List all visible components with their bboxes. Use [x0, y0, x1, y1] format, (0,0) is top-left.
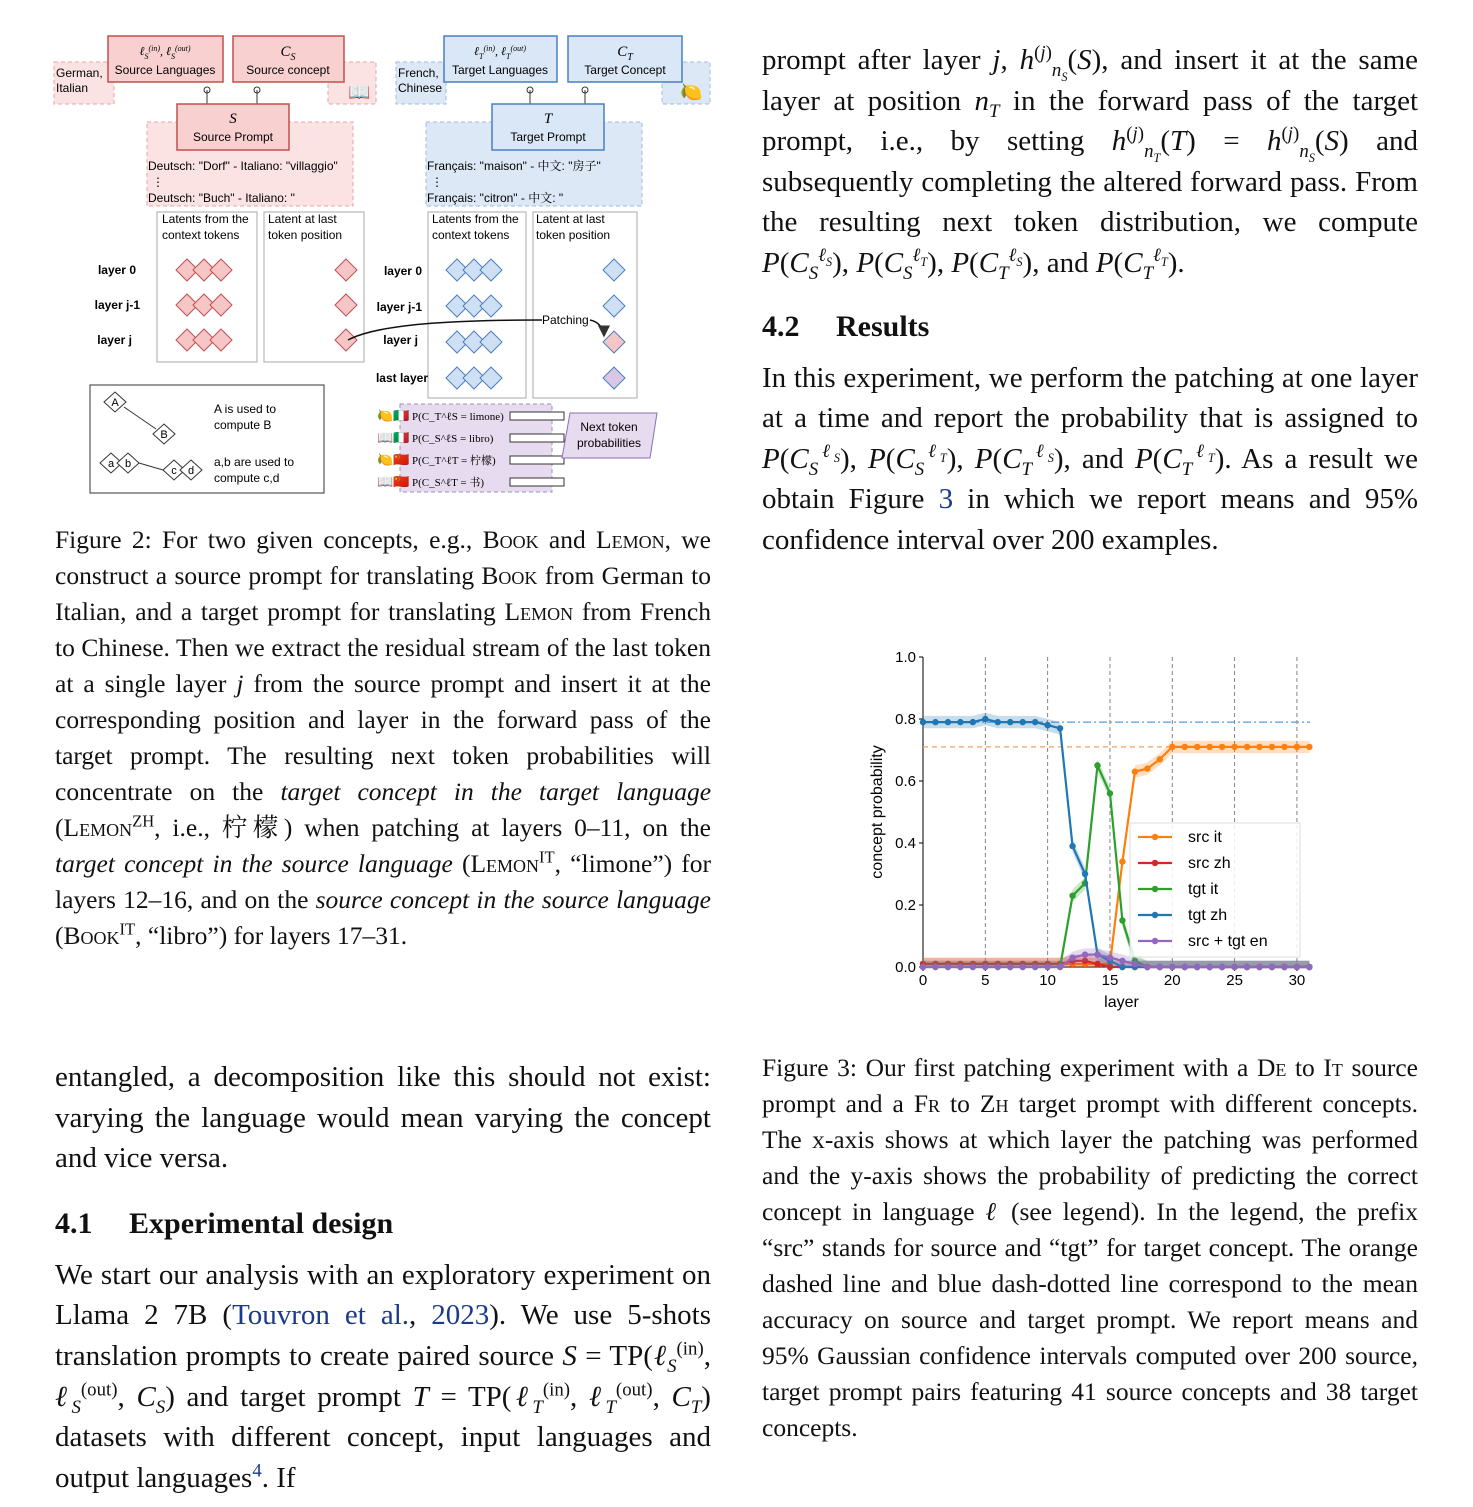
data-point — [1294, 964, 1300, 970]
data-point — [1169, 744, 1175, 750]
left-paragraph-1: entangled, a decomposition like this should not exist: varying the language would mean varying the concept and vice versa. — [55, 1061, 711, 1175]
latent-node — [210, 259, 232, 281]
legend-node-c4: d — [187, 465, 195, 477]
data-point — [1182, 744, 1188, 750]
src-layer-0: layer 0 — [97, 263, 136, 277]
legend-label: src + tgt en — [1188, 933, 1268, 950]
data-point — [957, 719, 963, 725]
src-latent-last-2: token position — [268, 228, 343, 242]
data-point — [1032, 719, 1038, 725]
x-axis-label: layer — [1104, 994, 1139, 1011]
legend-marker — [1152, 886, 1158, 892]
data-point — [1194, 744, 1200, 750]
tgt-layer-jm1: layer j-1 — [376, 300, 422, 314]
y-axis-label: concept probability — [869, 745, 886, 879]
data-point — [1132, 961, 1138, 967]
data-point — [1281, 744, 1287, 750]
latent-node — [480, 331, 502, 353]
tgt-lang-note-1: French, — [398, 66, 439, 80]
latent-node — [603, 367, 625, 389]
source-languages-label: Source Languages — [114, 63, 216, 77]
data-point — [1169, 964, 1175, 970]
data-point — [1069, 843, 1075, 849]
data-point — [1057, 964, 1063, 970]
src-layer-jm1: layer j-1 — [94, 298, 140, 312]
latent-node — [480, 259, 502, 281]
target-prompt-line-1: Français: "maison" - 中文: "房子" — [427, 159, 601, 173]
data-point — [932, 719, 938, 725]
svg-text:⋮: ⋮ — [152, 175, 164, 189]
data-point — [1094, 951, 1100, 957]
latent-node — [603, 331, 625, 353]
source-prompt-line-2: Deutsch: "Buch" - Italiano: " — [148, 191, 295, 205]
data-point — [970, 719, 976, 725]
prob-label-3: P(C_T^ℓT = 柠檬) — [412, 455, 496, 467]
data-point — [1044, 964, 1050, 970]
data-point — [1244, 744, 1250, 750]
target-concept-label: Target Concept — [584, 63, 666, 77]
source-concept-label: Source concept — [246, 63, 330, 77]
data-point — [1132, 769, 1138, 775]
svg-text:CT: $C_T$ — [617, 44, 633, 63]
tgt-latent-last-1: Latent at last — [536, 212, 605, 226]
source-prompt-symbol: S — [229, 111, 237, 127]
data-point — [982, 964, 988, 970]
target-languages-label: Target Languages — [451, 63, 549, 77]
data-point — [1020, 719, 1026, 725]
legend-marker — [1152, 860, 1158, 866]
next-token-label-2: probabilities — [576, 436, 642, 450]
legend-cd-text-1: a,b are used to — [214, 455, 295, 469]
data-point — [995, 719, 1001, 725]
flag-icon: 🍋🇨🇳 — [377, 452, 410, 467]
src-layer-j: layer j — [97, 333, 132, 347]
data-point — [1182, 964, 1188, 970]
section-4-2-heading: 4.2 Results — [762, 309, 930, 343]
data-point — [1007, 719, 1013, 725]
footnote-4[interactable]: 4 — [252, 1460, 262, 1482]
data-point — [1157, 756, 1163, 762]
data-point — [1044, 722, 1050, 728]
y-tick-label: 0.0 — [895, 959, 916, 976]
tgt-layer-0: layer 0 — [383, 264, 422, 278]
src-lang-note-1: German, — [56, 66, 103, 80]
latent-node — [335, 329, 357, 351]
legend-label: tgt it — [1188, 881, 1219, 898]
x-tick-label: 30 — [1288, 972, 1306, 989]
flag-icon: 📖🇨🇳 — [377, 474, 410, 489]
y-tick-label: 1.0 — [895, 649, 916, 666]
x-tick-label: 10 — [1039, 972, 1056, 989]
data-point — [920, 964, 926, 970]
data-point — [1157, 964, 1163, 970]
data-point — [982, 716, 988, 722]
src-latent-last-1: Latent at last — [268, 212, 337, 226]
figure-2-caption: Figure 2: For two given concepts, e.g., Book and Lemon, we construct a source prompt for translating Book from German to Italian, and a target prompt for translating Lemon from French to Chinese. Then we extract the residual stream of the last token at a single layer j from the source prompt and insert it at the corresponding position and layer in the forward pass of the target prompt. The resulting next token probabilities will concentrate on the target concept in the target language (Lemon$^{ZH}$, i.e., 柠檬) when patching at layers 0–11, on the target concept in the source language (Lemon$^{IT}$, “limone”) for layers 12–16, and on the source concept in the source language (Book$^{IT}$, “libro”) for layers 17–31. — [55, 525, 712, 950]
book-icon: 📖 — [348, 82, 371, 102]
citation-year[interactable]: 2023 — [431, 1299, 490, 1332]
data-point — [1007, 964, 1013, 970]
y-tick-label: 0.6 — [895, 773, 916, 790]
legend-label: src zh — [1188, 855, 1231, 872]
latent-node — [480, 367, 502, 389]
svg-text:ℓT(in), ℓT(out): ℓ$_T^{(in)}$, ℓ$_T^{(out)}$ — [473, 44, 527, 61]
data-point — [945, 964, 951, 970]
latent-node — [210, 329, 232, 351]
data-point — [970, 964, 976, 970]
flag-icon: 📖🇮🇹 — [377, 430, 410, 445]
left-paragraph-2: We start our analysis with an exploratory experiment on Llama 2 7B (Touvron et al., 2023). We use 5-shots translation prompts to create paired source S = TP(ℓ$_S^{(in)}$, ℓ$_S^{(out)}$, $C_S$) and target prompt T = TP(ℓ$_T^{(in)}$, ℓ$_T^{(out)}$, $C_T$) datasets with different concept, input languages and output languages$^4$. If — [55, 1258, 711, 1494]
tgt-latents-context-1: Latents from the — [432, 212, 519, 226]
data-point — [1107, 790, 1113, 796]
data-point — [1269, 744, 1275, 750]
x-tick-label: 25 — [1226, 972, 1243, 989]
tgt-latent-last-2: token position — [536, 228, 611, 242]
legend-ab-text-2: compute B — [214, 418, 272, 432]
data-point — [1144, 765, 1150, 771]
latent-node — [335, 294, 357, 316]
legend-marker — [1152, 938, 1158, 944]
prob-label-2: P(C_S^ℓS = libro) — [412, 433, 494, 445]
figure-3-chart — [860, 645, 1320, 1020]
x-tick-label: 0 — [918, 972, 928, 989]
data-point — [1306, 744, 1312, 750]
tgt-last-layer: last layer — [375, 371, 428, 385]
data-point — [1206, 744, 1212, 750]
lemon-icon: 🍋 — [680, 82, 703, 102]
svg-text:ℓS(in), ℓS(out): ℓ$_S^{(in)}$, ℓ$_S^{(out)}$ — [139, 44, 191, 61]
patching-label: Patching — [542, 313, 589, 327]
data-point — [1144, 964, 1150, 970]
next-token-label-1: Next token — [580, 420, 638, 434]
data-point — [1306, 964, 1312, 970]
tgt-latents-context-2: context tokens — [432, 228, 510, 242]
target-prompt-label: Target Prompt — [510, 130, 586, 144]
data-point — [1069, 893, 1075, 899]
latent-node — [480, 295, 502, 317]
data-point — [920, 719, 926, 725]
y-tick-label: 0.4 — [895, 835, 916, 852]
data-point — [1219, 744, 1225, 750]
data-point — [1219, 964, 1225, 970]
prob-label-4: P(C_S^ℓT = 书) — [412, 477, 485, 489]
legend-label: tgt zh — [1188, 907, 1228, 924]
citation-touvron[interactable]: Touvron et al. — [232, 1299, 410, 1332]
data-point — [1294, 744, 1300, 750]
latent-node — [603, 295, 625, 317]
svg-text:CS: $C_S$ — [280, 44, 296, 63]
data-point — [1057, 725, 1063, 731]
target-prompt-line-2: Français: "citron" - 中文: " — [427, 191, 564, 205]
data-point — [1032, 964, 1038, 970]
data-point — [1119, 917, 1125, 923]
data-point — [1082, 871, 1088, 877]
data-point — [1256, 744, 1262, 750]
data-point — [1069, 955, 1075, 961]
data-point — [1094, 762, 1100, 768]
legend-marker — [1152, 912, 1158, 918]
data-point — [995, 964, 1001, 970]
svg-text:⋮: ⋮ — [431, 175, 443, 189]
right-paragraph-2: In this experiment, we perform the patching at one layer at a time and report the probability that is assigned to $P(C_S^{\ell_S})$, $P(C_S^{\ell_T})$, $P(C_T^{\ell_S})$, and $P(C_T^{\ell_T})$. As a result we obtain Figure 3 in which we report means and 95% confidence interval over 200 examples. — [762, 361, 1419, 556]
source-prompt-label: Source Prompt — [192, 130, 274, 144]
figure-2-diagram — [52, 30, 717, 500]
x-tick-label: 5 — [981, 972, 990, 989]
y-tick-label: 0.8 — [895, 711, 916, 728]
latent-node — [335, 259, 357, 281]
data-point — [957, 964, 963, 970]
data-point — [1269, 964, 1275, 970]
data-point — [1231, 744, 1237, 750]
section-4-1-heading: 4.1 Experimental design — [55, 1206, 394, 1240]
legend-node-a: A — [111, 397, 119, 409]
figure-3-ref[interactable]: 3 — [938, 483, 954, 516]
data-point — [1244, 964, 1250, 970]
prob-label-1: P(C_T^ℓS = limone) — [412, 411, 504, 423]
x-tick-label: 20 — [1163, 972, 1181, 989]
data-point — [1119, 858, 1125, 864]
src-lang-note-2: Italian — [56, 81, 89, 95]
legend-node-b: B — [160, 429, 168, 441]
data-point — [1119, 958, 1125, 964]
legend-node-c1: a — [107, 458, 115, 470]
data-point — [1082, 951, 1088, 957]
data-point — [932, 964, 938, 970]
legend-ab-text-1: A is used to — [214, 402, 277, 416]
data-point — [1281, 964, 1287, 970]
y-tick-label: 0.2 — [895, 897, 916, 914]
data-point — [1194, 964, 1200, 970]
target-prompt-symbol: T — [543, 111, 553, 127]
figure-3-caption: Figure 3: Our first patching experiment with a De to It source prompt and a Fr to Zh target prompt with different concepts. The x-axis shows at which layer the patching was performed and the y-axis shows the probability of predicting the correct concept in language ℓ (see legend). In the legend, the prefix “src” stands for source and “tgt” for target concept. The orange dashed line and blue dash-dotted line correspond to the mean accuracy on source and target prompt. We report means and 95% Gaussian confidence intervals computed over 200 source, target prompt pairs featuring 41 source concepts and 38 target concepts. — [762, 1053, 1418, 1442]
data-point — [1206, 964, 1212, 970]
data-point — [945, 719, 951, 725]
right-paragraph-1: prompt after layer j, $h^{(j)}_{n_S}(S)$, and insert it at the same layer at position $n_T$ in the forward pass of the target prompt, i.e., by setting $h^{(j)}_{n_T}(T) = h^{(j)}_{n_S}(S)$ and subsequently completing the altered forward pass. From the resulting next token distribution, we compute $P(C_S^{\ell_S})$, $P(C_S^{\ell_T})$, $P(C_T^{\ell_S})$, and $P(C_T^{\ell_T})$. — [762, 42, 1419, 284]
flag-icon: 🍋🇮🇹 — [377, 408, 410, 423]
tgt-layer-j: layer j — [383, 333, 418, 347]
latent-node — [210, 294, 232, 316]
legend-label: src it — [1188, 829, 1222, 846]
x-tick-label: 15 — [1101, 972, 1119, 989]
tgt-lang-note-2: Chinese — [398, 81, 443, 95]
data-point — [1231, 964, 1237, 970]
latent-node — [603, 259, 625, 281]
data-point — [1107, 955, 1113, 961]
src-latents-context-2: context tokens — [162, 228, 240, 242]
data-point — [1256, 964, 1262, 970]
src-latents-context-1: Latents from the — [162, 212, 249, 226]
legend-node-c2: b — [124, 458, 132, 470]
legend-cd-text-2: compute c,d — [214, 471, 280, 485]
source-prompt-line-1: Deutsch: "Dorf" - Italiano: "villaggio" — [148, 159, 338, 173]
legend-marker — [1152, 834, 1158, 840]
data-point — [1020, 964, 1026, 970]
legend-node-c3: c — [171, 465, 177, 477]
